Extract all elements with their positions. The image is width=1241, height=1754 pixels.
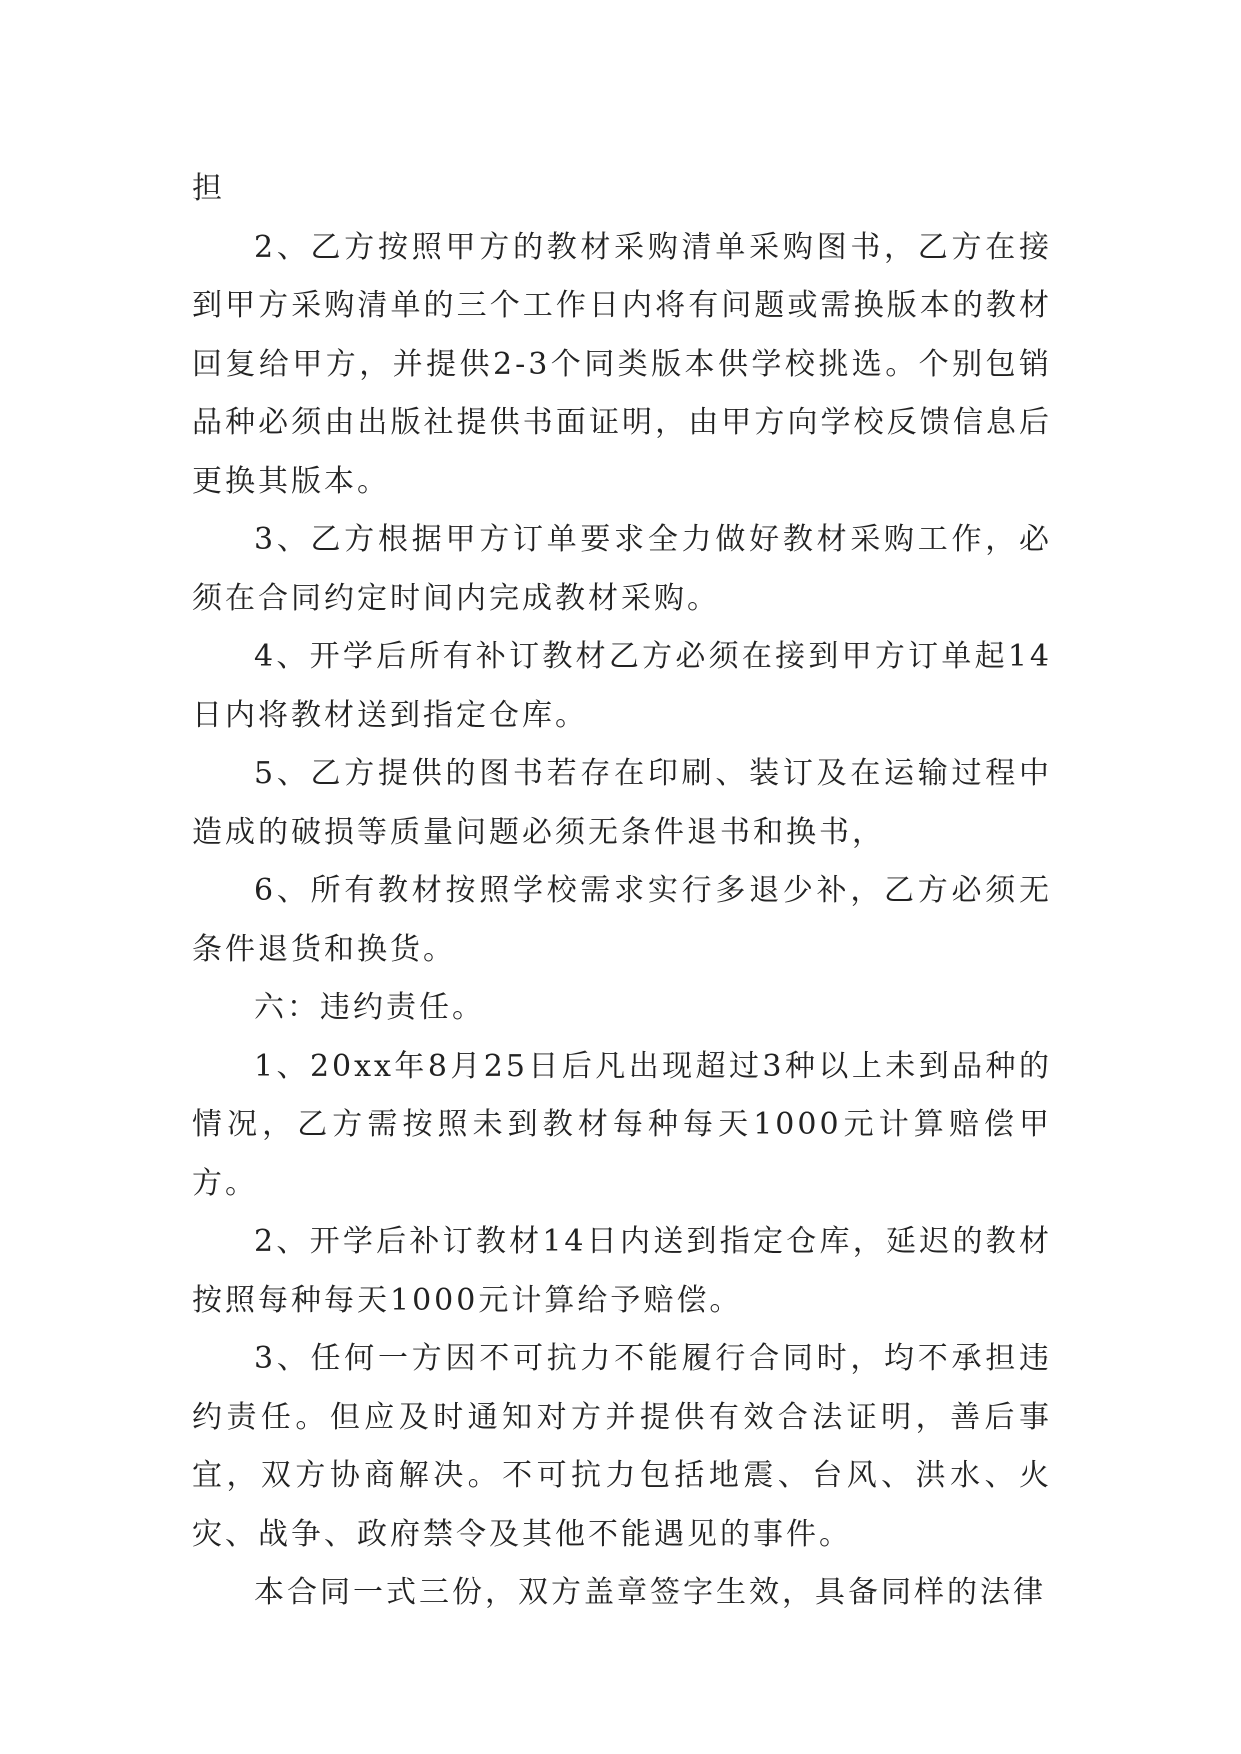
paragraph-clause-2: 2、乙方按照甲方的教材采购清单采购图书，乙方在接到甲方采购清单的三个工作日内将有问题或需换版本的教材回复给甲方，并提供2-3个同类版本供学校挑选。个别包销品种必须由出版社提供书面证明，由甲方向学校反馈信息后更换其版本。 xyxy=(192,229,1052,499)
document-body xyxy=(192,160,1052,1623)
paragraph-liability-1: 1、20xx年8月25日后凡出现超过3种以上未到品种的情况，乙方需按照未到教材每种每天1000元计算赔偿甲方。 xyxy=(192,1048,1052,1201)
paragraph-clause-5: 5、乙方提供的图书若存在印刷、装订及在运输过程中造成的破损等质量问题必须无条件退书和换书， xyxy=(192,756,1052,850)
paragraph-liability-2: 2、开学后补订教材14日内送到指定仓库，延迟的教材按照每种每天1000元计算给予赔偿。 xyxy=(192,1224,1052,1318)
paragraph-closing: 本合同一式三份，双方盖章签字生效，具备同样的法律 xyxy=(254,1575,1046,1610)
section-heading-breach-liability: 六：违约责任。 xyxy=(254,990,485,1025)
paragraph-liability-3: 3、任何一方因不可抗力不能履行合同时，均不承担违约责任。但应及时通知对方并提供有效合法证明，善后事宜，双方协商解决。不可抗力包括地震、台风、洪水、火灾、战争、政府禁令及其他不能遇见的事件。 xyxy=(192,1341,1052,1552)
paragraph-clause-4: 4、开学后所有补订教材乙方必须在接到甲方订单起14日内将教材送到指定仓库。 xyxy=(192,639,1052,733)
paragraph-clause-6: 6、所有教材按照学校需求实行多退少补，乙方必须无条件退货和换货。 xyxy=(192,873,1052,967)
paragraph-continuation: 担 xyxy=(192,171,225,206)
paragraph-clause-3: 3、乙方根据甲方订单要求全力做好教材采购工作，必须在合同约定时间内完成教材采购。 xyxy=(192,522,1052,616)
